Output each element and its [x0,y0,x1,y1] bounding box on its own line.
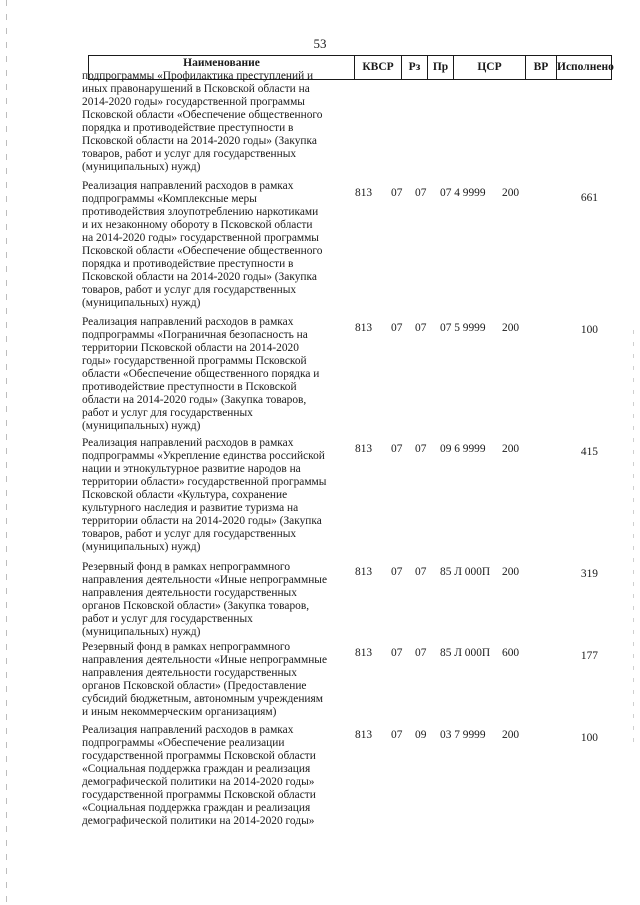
cell-vr: 200 [502,187,520,199]
cell-executed: 415 [580,446,598,458]
cell-csr: 07 5 9999 [440,322,486,334]
text-line: противодействия злоупотреблению наркотиками [82,206,319,218]
cell-executed: 100 [580,732,598,744]
cell-csr: 85 Л 000П [440,566,491,578]
table-row [82,180,350,310]
text-line: работ и услуг для государственных [82,613,253,625]
header-kvsr: КВСР [354,56,401,79]
cell-executed: 319 [580,568,598,580]
cell-pr: 07 [415,187,427,199]
cell-rz: 07 [391,566,403,578]
text-line: «Социальная поддержка граждан и реализация [82,763,311,775]
cell-rz: 07 [391,322,403,334]
text-line: (муниципальных) нужд) [82,420,201,432]
text-line: (муниципальных) нужд) [82,297,201,309]
text-line: «Социальная поддержка граждан и реализация [82,802,311,814]
text-line: подпрограммы «Профилактика преступлений и [82,70,314,82]
cell-rz: 07 [391,443,403,455]
cell-kvsr: 813 [355,187,373,199]
page-number: 53 [313,36,327,51]
cell-csr: 07 4 9999 [440,187,486,199]
text-line: подпрограммы «Обеспечение реализации [82,737,285,749]
text-line: товаров, работ и услуг для государственных [82,148,297,160]
table-row [82,437,350,554]
cell-vr: 600 [502,647,520,659]
text-line: на 2014-2020 годы» государственной программы [82,232,319,244]
cell-kvsr: 813 [355,443,373,455]
cell-csr: 03 7 9999 [440,729,486,741]
text-line: культурного наследия и развитие туризма на [82,502,299,514]
text-line: (муниципальных) нужд) [82,161,201,173]
cell-rz: 07 [391,187,403,199]
text-line: органов Псковской области» (Закупка товаров, [82,600,310,612]
scan-edge-right [633,330,634,750]
text-line: товаров, работ и услуг для государственных [82,284,297,296]
table-row [82,641,350,719]
text-line: подпрограммы «Укрепление единства российской [82,450,325,462]
text-line: демографической политики на 2014-2020 годы» [82,815,315,827]
cell-kvsr: 813 [355,729,373,741]
cell-kvsr: 813 [355,566,373,578]
text-line: и их незаконному обороту в Псковской области [82,219,313,231]
text-line: территории Псковской области на 2014-2020 [82,342,299,354]
text-line: Резервный фонд в рамках непрограммного [82,641,291,653]
cell-executed: 661 [580,192,598,204]
table-row [82,316,350,433]
text-line: Псковской области «Культура, сохранение [82,489,288,501]
text-line: направления деятельности государственных [82,667,297,679]
text-line: территории области» государственной программы [82,476,327,488]
text-line: области «Обеспечение общественного порядка и [82,368,320,380]
header-rz: Рз [401,56,427,79]
header-name: Наименование [183,57,260,69]
text-line: (муниципальных) нужд) [82,541,201,553]
text-line: направления деятельности «Иные непрограммные [82,654,328,666]
cell-pr: 09 [415,729,427,741]
text-line: государственной программы Псковской области [82,750,316,762]
text-line: нации и этнокультурное развитие народов на [82,463,301,475]
cell-rz: 07 [391,729,403,741]
text-line: подпрограммы «Комплексные меры [82,193,257,205]
text-line: Реализация направлений расходов в рамках [82,437,294,449]
text-line: направления деятельности «Иные непрограммные [82,574,328,586]
cell-executed: 177 [580,650,598,662]
cell-pr: 07 [415,647,427,659]
text-line: государственной программы Псковской области [82,789,316,801]
table-row [82,561,350,639]
text-line: Реализация направлений расходов в рамках [82,724,294,736]
text-line: Псковской области «Обеспечение общественного [82,245,323,257]
cell-pr: 07 [415,566,427,578]
cell-executed: 100 [580,324,598,336]
cell-csr: 09 6 9999 [440,443,486,455]
text-line: Реализация направлений расходов в рамках [82,316,294,328]
text-line: порядка и противодействие преступности в [82,122,294,134]
text-line: противодействие преступности в Псковской [82,381,297,393]
text-line: территории области на 2014-2020 годы» (Закупка [82,515,322,527]
cell-vr: 200 [502,443,520,455]
header-executed: Исполнено [556,56,613,79]
cell-vr: 200 [502,566,520,578]
cell-rz: 07 [391,647,403,659]
text-line: Псковской области на 2014-2020 годы» (Закупка [82,271,317,283]
cell-kvsr: 813 [355,647,373,659]
text-line: Псковской области на 2014-2020 годы» (Закупка [82,135,317,147]
header-vr: ВР [525,56,556,79]
header-pr: Пр [427,56,453,79]
cell-kvsr: 813 [355,322,373,334]
text-line: годы» государственной программы Псковской [82,355,307,367]
text-line: субсидий бюджетным, автономным учреждениям [82,693,323,705]
cell-vr: 200 [502,729,520,741]
text-line: Резервный фонд в рамках непрограммного [82,561,291,573]
text-line: Псковской области «Обеспечение общественного [82,109,323,121]
text-line: Реализация направлений расходов в рамках [82,180,294,192]
text-line: (муниципальных) нужд) [82,626,201,638]
text-line: 2014-2020 годы» государственной программы [82,96,305,108]
text-line: органов Псковской области» (Предоставление [82,680,307,692]
text-line: работ и услуг для государственных [82,407,253,419]
continued-row-text [82,70,350,174]
cell-pr: 07 [415,322,427,334]
text-line: товаров, работ и услуг для государственных [82,528,297,540]
cell-csr: 85 Л 000П [440,647,491,659]
cell-pr: 07 [415,443,427,455]
header-csr: ЦСР [453,56,525,79]
scan-edge-left [6,0,7,905]
table-row [82,724,350,828]
text-line: направления деятельности государственных [82,587,297,599]
text-line: области на 2014-2020 годы» (Закупка товаров, [82,394,307,406]
text-line: подпрограммы «Пограничная безопасность на [82,329,308,341]
text-line: демографической политики на 2014-2020 годы» [82,776,315,788]
text-line: порядка и противодействие преступности в [82,258,294,270]
cell-vr: 200 [502,322,520,334]
text-line: иных правонарушений в Псковской области на [82,83,310,95]
text-line: и иным некоммерческим организациям) [82,706,277,718]
